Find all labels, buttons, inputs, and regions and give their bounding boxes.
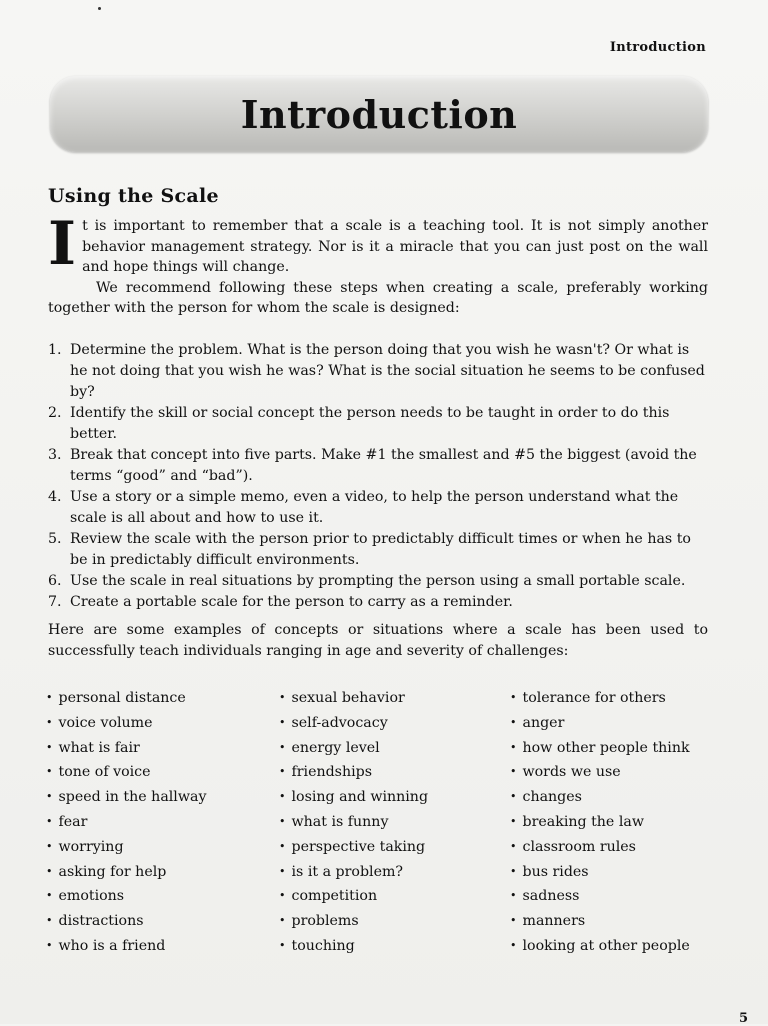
examples-column-3 <box>510 686 690 959</box>
steps-list <box>48 340 708 613</box>
step-item <box>48 403 708 445</box>
step-text: Use a story or a simple memo, even a video, to help the person understand what the scale is all about and how to use it. <box>70 489 679 526</box>
step-number: 5. <box>48 531 62 547</box>
example-item: • breaking the law <box>510 810 690 835</box>
example-item: • problems <box>279 909 428 934</box>
step-number: 4. <box>48 489 62 505</box>
step-text: Identify the skill or social concept the person needs to be taught in order to do this better. <box>70 405 670 442</box>
title-banner <box>50 76 708 152</box>
step-item <box>48 529 708 571</box>
examples-column-1 <box>46 686 206 959</box>
intro-paragraph-2: We recommend following these steps when creating a scale, preferably working together with the person for whom the scale is designed: <box>48 279 708 316</box>
example-item: • who is a friend <box>46 934 206 959</box>
step-item <box>48 340 708 403</box>
example-item: • touching <box>279 934 428 959</box>
step-item <box>48 592 708 613</box>
example-item: • perspective taking <box>279 835 428 860</box>
example-item: • sexual behavior <box>279 686 428 711</box>
page-number: 5 <box>738 1011 748 1026</box>
example-item: • how other people think <box>510 736 690 761</box>
example-item: • asking for help <box>46 860 206 885</box>
example-item: • competition <box>279 884 428 909</box>
example-item: • looking at other people <box>510 934 690 959</box>
section-heading: Using the Scale <box>48 185 219 207</box>
example-item: • is it a problem? <box>279 860 428 885</box>
intro-text <box>48 209 708 319</box>
example-item: • classroom rules <box>510 835 690 860</box>
step-number: 7. <box>48 594 62 610</box>
example-item: • losing and winning <box>279 785 428 810</box>
example-item: • emotions <box>46 884 206 909</box>
example-item: • distractions <box>46 909 206 934</box>
step-number: 6. <box>48 573 62 589</box>
examples-intro: Here are some examples of concepts or situations where a scale has been used to successfully teach individuals ranging in age and severity of challenges: <box>48 622 708 659</box>
example-item: • tone of voice <box>46 760 206 785</box>
drop-cap: I <box>48 209 77 279</box>
step-text: Create a portable scale for the person to carry as a reminder. <box>70 594 513 610</box>
example-item: • words we use <box>510 760 690 785</box>
examples-column-2 <box>279 686 428 959</box>
example-item: • fear <box>46 810 206 835</box>
page-title: Introduction <box>240 91 518 137</box>
step-item <box>48 487 708 529</box>
example-item: • self-advocacy <box>279 711 428 736</box>
example-item: • energy level <box>279 736 428 761</box>
example-item: • changes <box>510 785 690 810</box>
step-item <box>48 445 708 487</box>
running-header: Introduction <box>609 40 706 55</box>
step-text: Break that concept into five parts. Make #1 the smallest and #5 the biggest (avoid the terms “good” and “bad”). <box>70 447 697 484</box>
example-item: • sadness <box>510 884 690 909</box>
example-item: • manners <box>510 909 690 934</box>
example-item: • worrying <box>46 835 206 860</box>
step-text: Determine the problem. What is the person doing that you wish he wasn't? Or what is he not doing that you wish he was? What is the social situation he seems to be confused by? <box>70 342 705 400</box>
example-item: • voice volume <box>46 711 206 736</box>
example-item: • bus rides <box>510 860 690 885</box>
example-item: • anger <box>510 711 690 736</box>
step-number: 2. <box>48 405 62 421</box>
step-text: Use the scale in real situations by prompting the person using a small portable scale. <box>70 573 686 589</box>
example-item: • tolerance for others <box>510 686 690 711</box>
example-item: • what is funny <box>279 810 428 835</box>
step-number: 3. <box>48 447 62 463</box>
example-item: • personal distance <box>46 686 206 711</box>
example-item: • friendships <box>279 760 428 785</box>
step-item <box>48 571 708 592</box>
example-item: • what is fair <box>46 736 206 761</box>
intro-paragraph-1: t is important to remember that a scale is a teaching tool. It is not simply another behavior management strategy. Nor is it a miracle that you can just post on the wall and hope things will change. <box>82 218 708 275</box>
step-number: 1. <box>48 342 62 358</box>
scan-speck <box>98 7 101 10</box>
example-item: • speed in the hallway <box>46 785 206 810</box>
step-text: Review the scale with the person prior to predictably difficult times or when he has to be in predictably difficult environments. <box>70 531 691 568</box>
